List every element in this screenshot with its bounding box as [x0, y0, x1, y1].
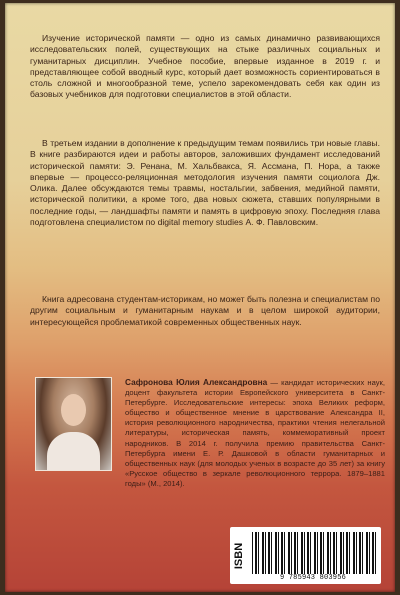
author-name: Сафронова Юлия Александровна — [125, 377, 268, 387]
author-bio-text: — кандидат исторических наук, доцент факультета истории Европейского университета в Санкт-Петербурге. Исследовательские интересы: эпоха Великих реформ, общество и общественное мнение в царствование Александра II, история революционного народничества, практики чтения нелегальной литературы, историческая память, коммеморативный проект народников. В 2014 г. получила премию правительства Санкт-Петербурга имени Е. Р. Дашковой в области гуманитарных и общественных наук (для молодых ученых в возрасте до 35 лет) за книгу «Русское общество в зеркале революционного террора. 1879–1881 годы» (М., 2014). — [125, 378, 385, 488]
description-paragraph-1: Изучение исторической памяти — одно из самых динамично развивающихся исследовательских полей, существующих на стыке различных социальных и гуманитарных дисциплин. Учебное пособие, впервые изданное в 2019 г. и представляющее собой вводный курс, который дает возможность сориентироваться в столь сложной и многообразной теме, успело зарекомендовать себя как один из базовых учебников для подготовки специалистов в этой области. — [30, 33, 380, 100]
isbn-label-text: ISBN — [233, 542, 245, 569]
isbn-label — [230, 527, 248, 584]
author-photo-face — [61, 394, 86, 426]
author-photo-body — [47, 432, 100, 470]
isbn-digits: 9 785943 803956 — [279, 574, 346, 582]
isbn-barcode-panel — [230, 527, 381, 584]
author-bio — [125, 377, 385, 489]
description-paragraph-3: Книга адресована студентам-историкам, но может быть полезна и специалистам по другим социальным и гуманитарным наукам и в целом широкой аудитории, интересующейся проблематикой современных общественных наук. — [30, 294, 380, 327]
barcode-icon — [252, 532, 376, 574]
author-photo — [35, 377, 112, 471]
book-back-cover — [5, 3, 395, 592]
description-paragraph-2: В третьем издании в дополнение к предыдущим темам появились три новые главы. В книге разбираются идеи и работы авторов, заложивших фундамент исследований исторической памяти: Э. Ренана, М. Хальбвакса, Я. Ассмана, П. Нора, а также впервые — процессо-реляционная методология изучения памяти социолога Дж. Олика. Далее обсуждаются темы травмы, ностальгии, забвения, медийной памяти, исторической политики, а кроме того, два новых сюжета, ставших популярными в последние годы, — ландшафты памяти и память в цифровую эпоху. Последняя глава подготовлена специалистом по digital memory studies А. Ф. Павловским. — [30, 138, 380, 228]
